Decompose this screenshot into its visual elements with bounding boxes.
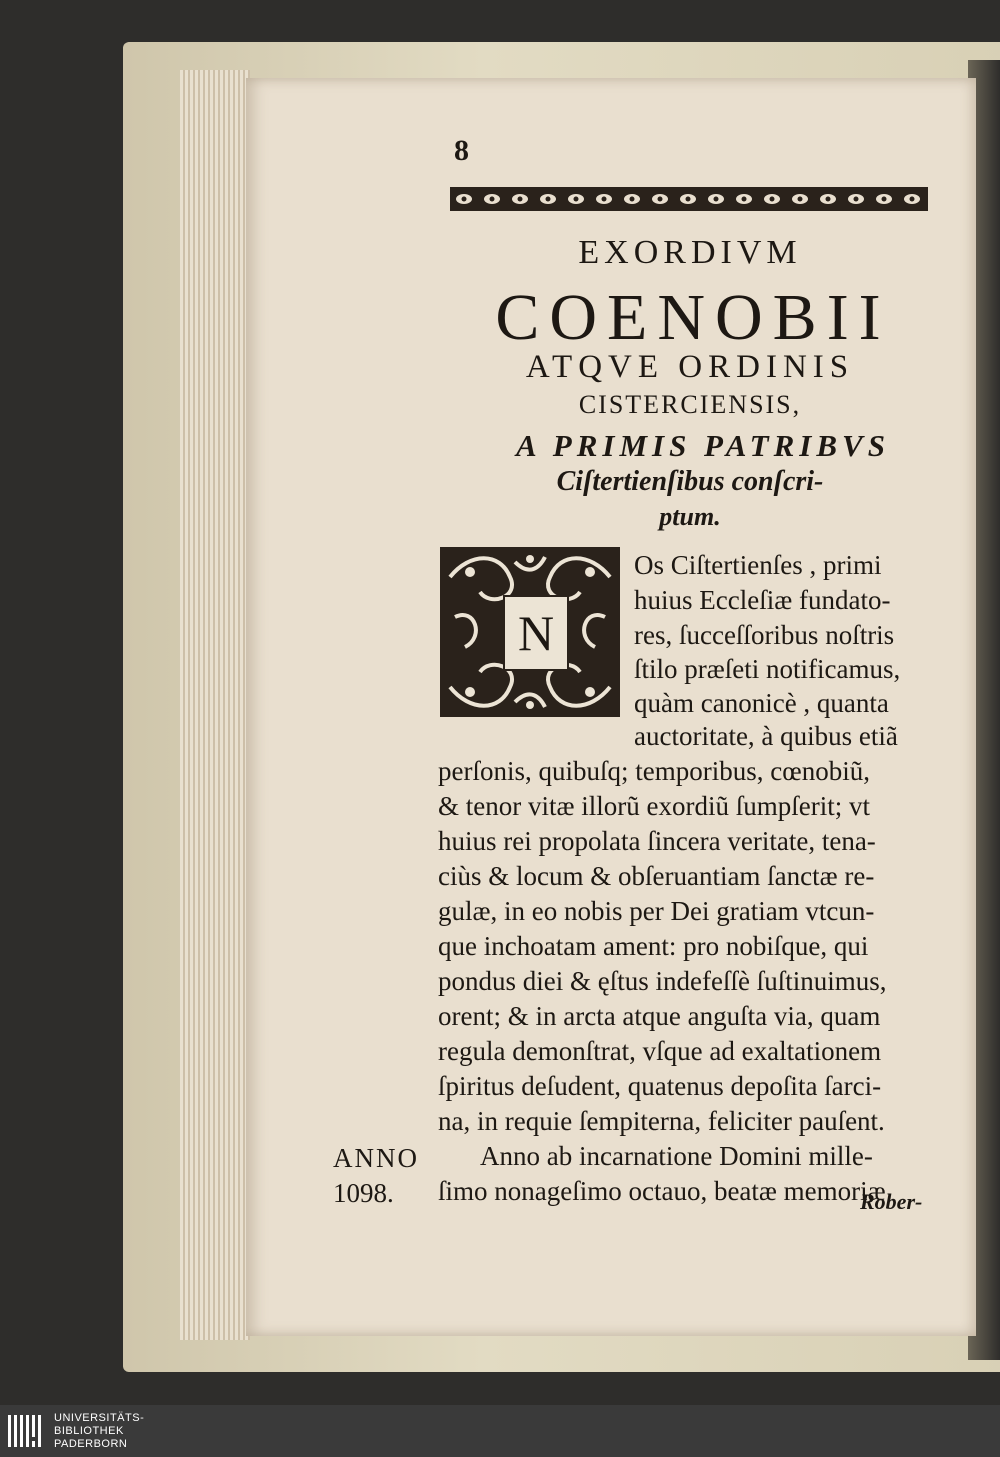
page-number: 8 <box>454 134 469 167</box>
text-line: & tenor vitæ illorũ exordiũ ſumpſerit; vt <box>438 791 870 821</box>
library-name-line: UNIVERSITÄTS- <box>54 1412 145 1424</box>
text-line: ciùs & locum & obſeruantiam ſanctæ re- <box>438 861 875 891</box>
margin-note-anno: ANNO <box>333 1143 419 1173</box>
text-line: quàm canonicè , quanta <box>634 688 889 718</box>
text-line: ſtilo præſeti notificamus, <box>634 654 901 684</box>
text-line: orent; & in arcta atque anguſta via, quam <box>438 1001 881 1031</box>
text-line: que inchoatam ament: pro nobiſque, qui <box>438 931 869 961</box>
library-name <box>54 1412 144 1451</box>
heading-coenobii: COENOBII <box>495 281 891 354</box>
text-line: pondus diei & ęſtus indefeſſè ſuſtinuimus, <box>438 966 887 996</box>
heading-ptum: ptum. <box>659 502 721 531</box>
text-line: huius rei propolata ſincera veritate, tena- <box>438 826 876 856</box>
catchword: Rober- <box>860 1189 923 1214</box>
heading-exordium: EXORDIVM <box>578 234 802 271</box>
text-line: auctoritate, à quibus etiã <box>634 721 898 751</box>
heading-cistertiensibus: Ciſtertienſibus conſcri- <box>556 466 824 497</box>
ornament-band <box>450 185 928 213</box>
library-name-line: BIBLIOTHEK <box>54 1425 124 1437</box>
heading-a-primis-patribus: A PRIMIS PATRIBVS <box>516 428 890 463</box>
text-line: ſimo nonageſimo octauo, beatæ memoriæ <box>438 1176 886 1206</box>
text-line: Anno ab incarnatione Domini mille- <box>480 1141 873 1171</box>
text-line: regula demonſtrat, vſque ad exaltationem <box>438 1036 882 1066</box>
text-line: na, in requie ſempiterna, feliciter pauſent. <box>438 1106 885 1136</box>
text-line: huius Eccleſiæ fundato- <box>634 585 891 615</box>
text-line: ſpiritus deſudent, quatenus depoſita ſarci- <box>438 1071 882 1101</box>
page-edges <box>180 70 250 1340</box>
text-line: gulæ, in eo nobis per Dei gratiam vtcun- <box>438 896 875 926</box>
text-line: res, ſucceſſoribus noſtris <box>634 620 895 650</box>
initial-letter: N <box>503 595 569 671</box>
heading-atque-ordinis: ATQVE ORDINIS <box>525 349 855 385</box>
library-name-line: PADERBORN <box>54 1438 128 1450</box>
margin-note-year: 1098. <box>333 1178 394 1208</box>
text-line: perſonis, quibuſq; temporibus, cœnobiũ, <box>438 756 870 786</box>
text-line: Os Ciſtertienſes , primi <box>634 550 882 580</box>
heading-cisterciensis: CISTERCIENSIS, <box>578 390 802 419</box>
footer-bar <box>0 1405 1000 1457</box>
library-logo-icon <box>6 1411 46 1451</box>
